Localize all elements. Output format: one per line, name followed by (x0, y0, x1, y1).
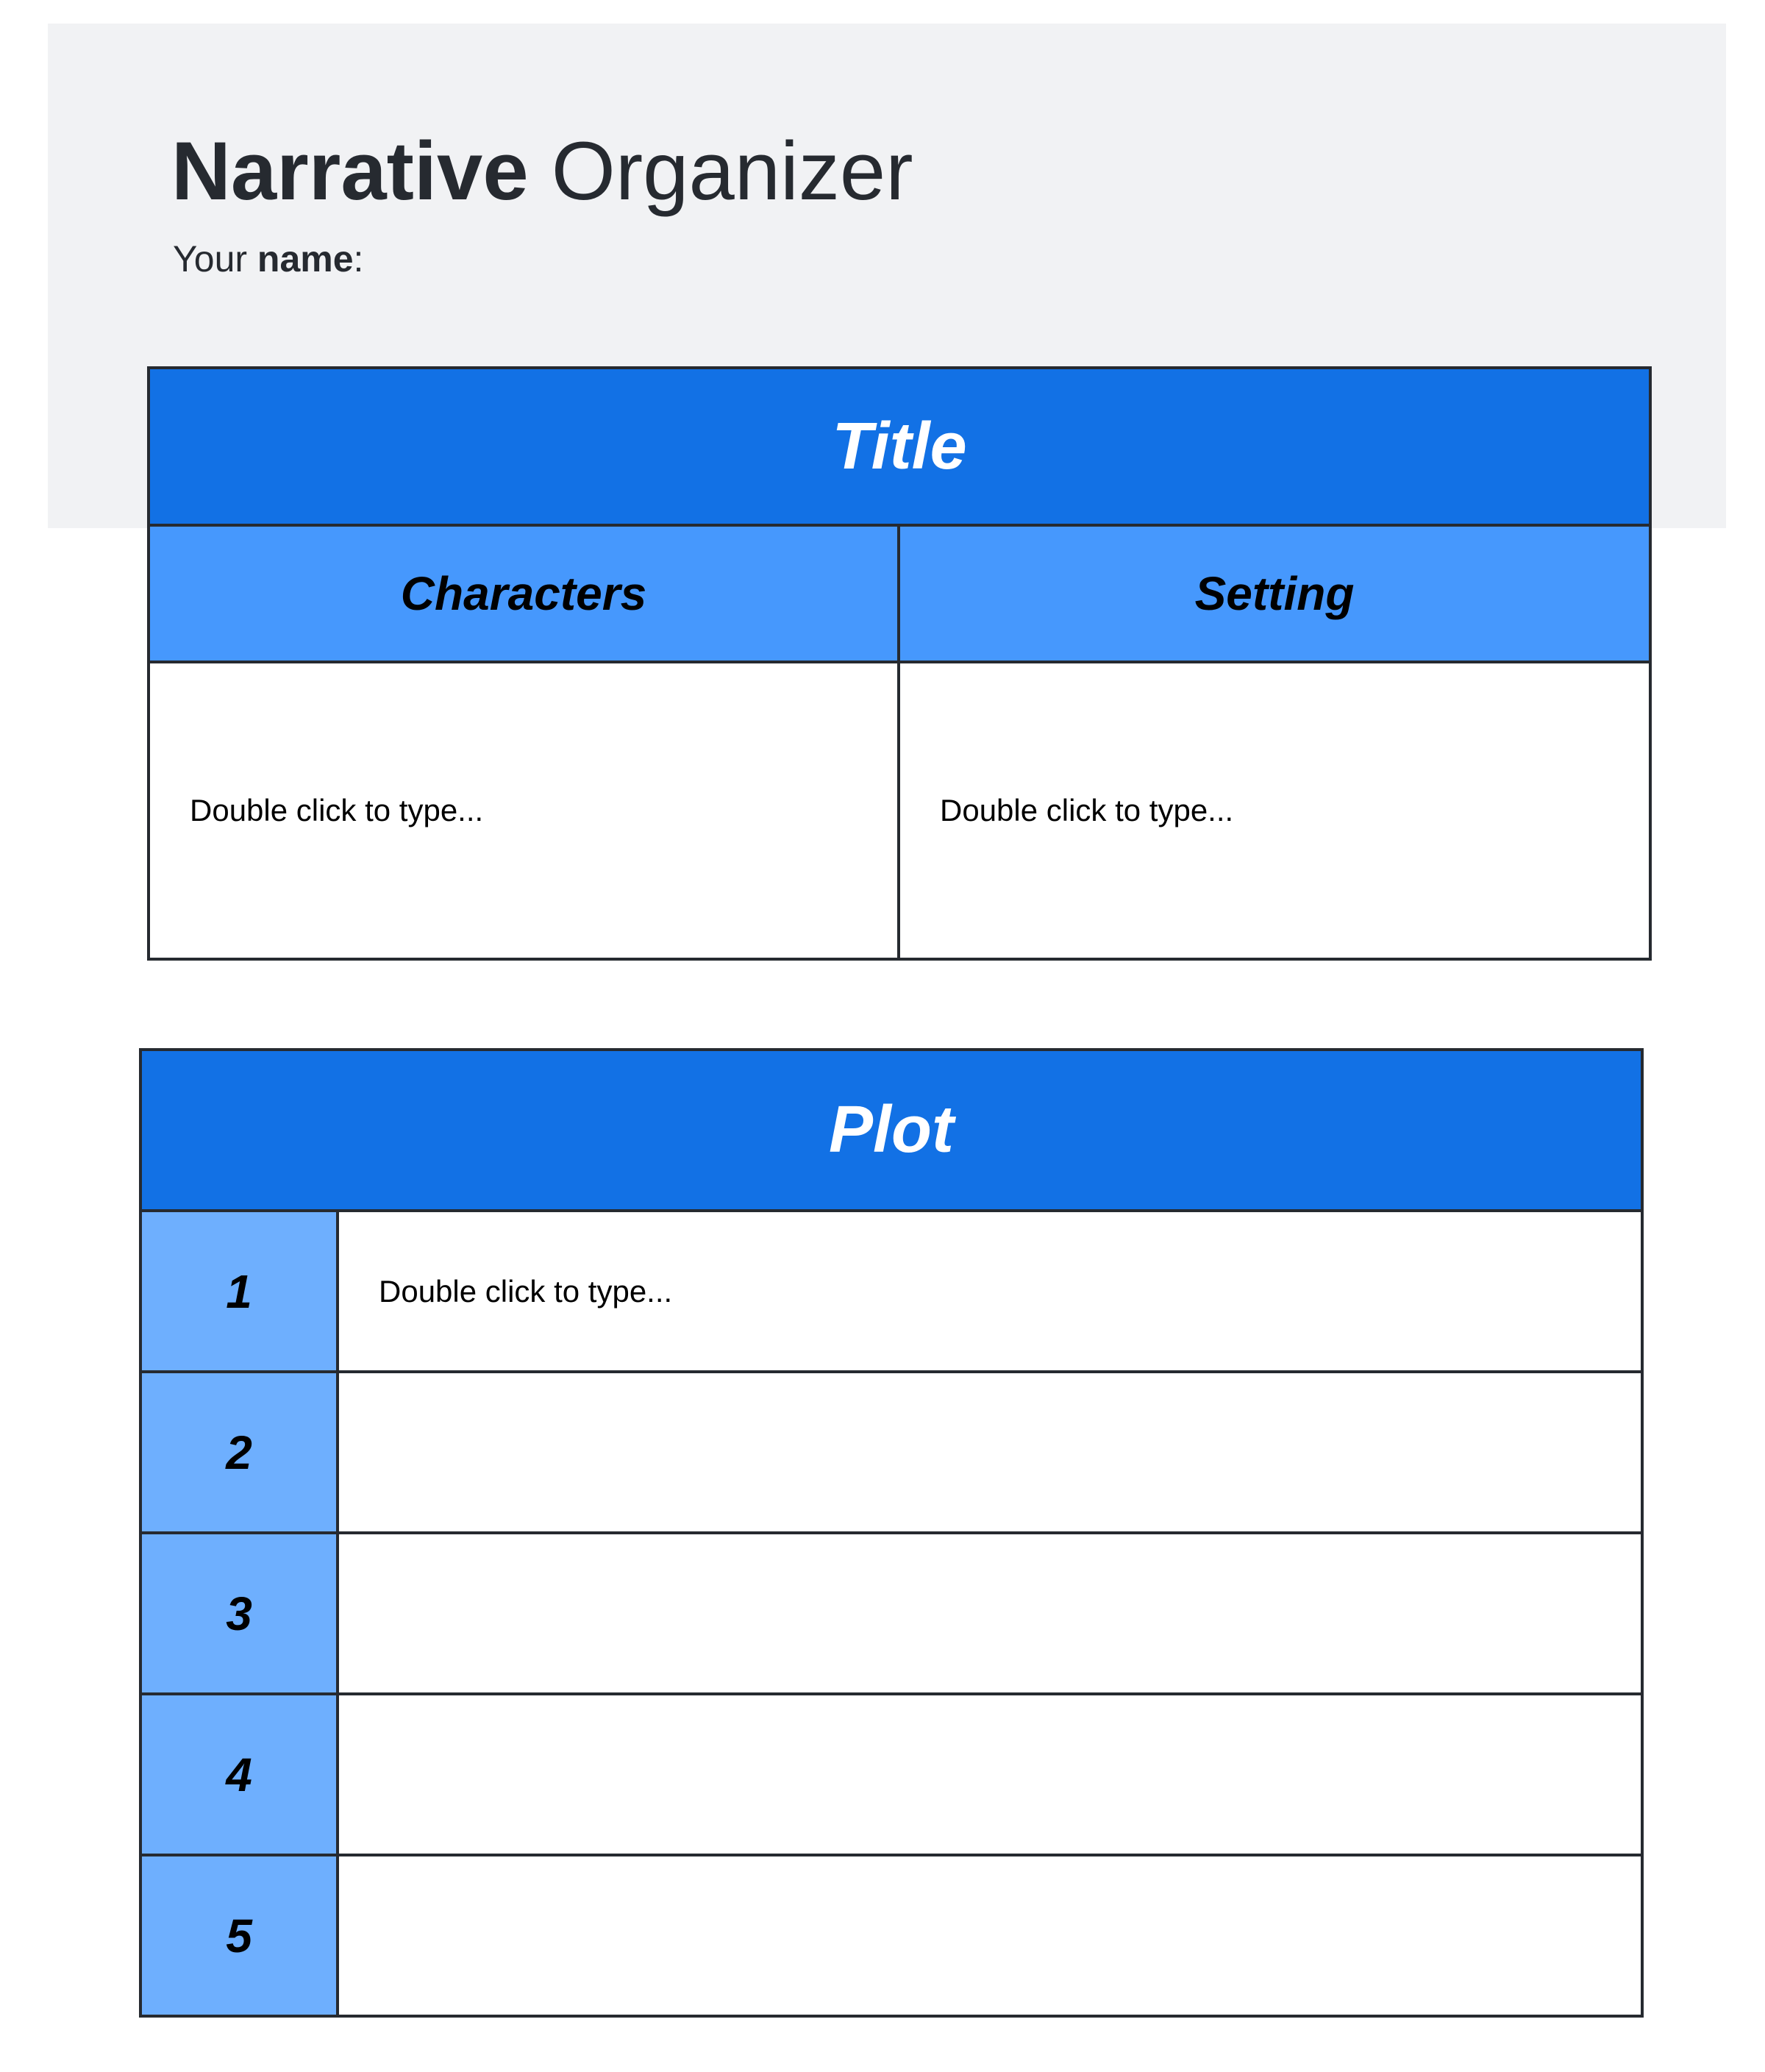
plot-row (140, 1211, 1642, 1372)
story-header-row (149, 525, 1650, 662)
story-table (147, 366, 1652, 961)
plot-row-number: 4 (140, 1694, 338, 1855)
setting-cell[interactable]: Double click to type... (899, 662, 1650, 959)
characters-header: Characters (149, 525, 899, 662)
plot-row-number: 2 (140, 1372, 338, 1533)
setting-header: Setting (899, 525, 1650, 662)
story-title-row (149, 368, 1650, 525)
plot-row (140, 1694, 1642, 1855)
plot-row-number: 3 (140, 1533, 338, 1694)
plot-title-cell[interactable]: Plot (140, 1050, 1642, 1211)
plot-row-text[interactable] (338, 1533, 1642, 1694)
plot-row (140, 1855, 1642, 2016)
plot-title-row (140, 1050, 1642, 1211)
plot-table (139, 1048, 1644, 2018)
story-title-cell[interactable]: Title (149, 368, 1650, 525)
story-body-row (149, 662, 1650, 959)
plot-row-text[interactable]: Double click to type... (338, 1211, 1642, 1372)
name-prefix: Your (173, 238, 257, 280)
page-title-bold: Narrative (171, 125, 529, 217)
plot-row-text[interactable] (338, 1694, 1642, 1855)
page-title-light: Organizer (551, 125, 913, 217)
name-bold: name (257, 238, 354, 280)
plot-row (140, 1372, 1642, 1533)
plot-row-text[interactable] (338, 1372, 1642, 1533)
page-title (171, 124, 913, 219)
name-field-label[interactable] (173, 237, 363, 281)
plot-row-number: 5 (140, 1855, 338, 2016)
plot-row-number: 1 (140, 1211, 338, 1372)
characters-cell[interactable]: Double click to type... (149, 662, 899, 959)
plot-row (140, 1533, 1642, 1694)
plot-row-text[interactable] (338, 1855, 1642, 2016)
name-suffix: : (353, 238, 364, 280)
